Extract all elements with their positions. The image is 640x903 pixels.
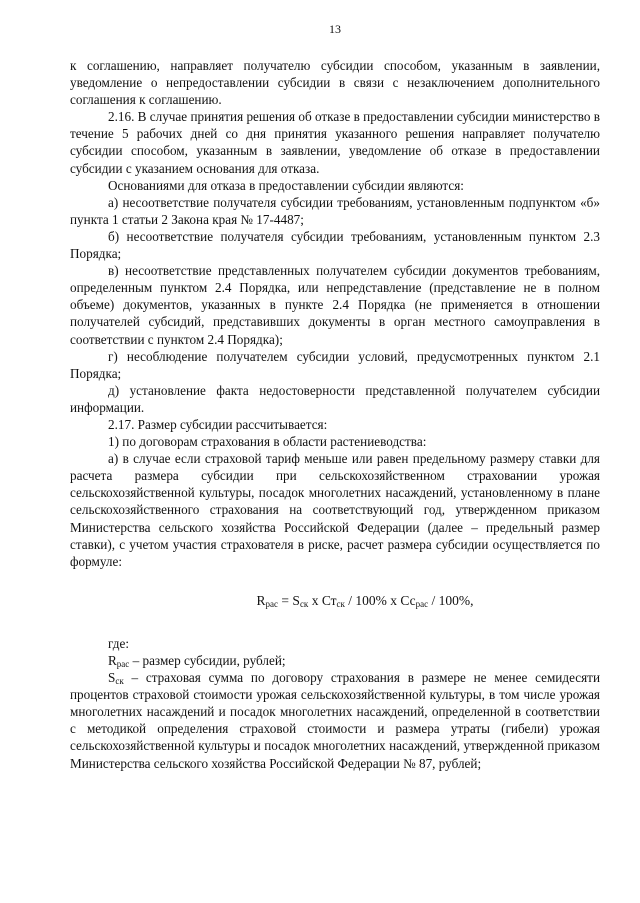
paragraph: а) в случае если страховой тариф меньше или равен предельному размеру ставки для расчета размера субсидии при сельскохозяйственном страховании урожая сельскохозяйственной культуры, посадок многолетних насаждений, установленному в плане сельскохозяйственного страхования на соответствующий год, утвержденном приказом Министерства сельского хозяйства Российской Федерации (далее – предельный размер ставки), с учетом участия страхователя в риске, расчет размера субсидии осуществляется по формуле: [70,451,600,569]
page-number: 13 [329,22,341,36]
definition-rpas: $R_{рас}$ – размер субсидии, рублей; [108,653,286,669]
paragraph: 2.17. Размер субсидии рассчитывается: [108,416,328,432]
subsidy-formula: $R_{рас} = S_{ск}$ х $Ст_{ск} / 100\%$ х $Сс_{рас} / 100\%$, [256,592,474,609]
paragraph: а) несоответствие получателя субсидии требованиям, установленным подпунктом «б» пункта 1 статьи 2 Закона края № 17-4487; [70,194,600,227]
paragraph: д) установление факта недостоверности представленной получателем субсидии информации. [70,382,600,415]
definition-ssk: $S_{ск}$ – страховая сумма по договору страхования в размере не менее семидесяти процентов страховой стоимости урожая сельскохозяйственной культуры, в том числе урожая многолетних насаждений и посадок многолетних насаждений, определенной в соответствии с методикой определения страховой стоимости и размера утраты (гибели) урожая сельскохозяйственной культуры и посадок многолетних насаждений, утвержденной приказом Министерства сельского хозяйства Российской Федерации № 87, рублей; [70,670,600,771]
paragraph: г) несоблюдение получателем субсидии условий, предусмотренных пунктом 2.1 Порядка; [70,348,600,381]
paragraph: б) несоответствие получателя субсидии требованиям, установленным пунктом 2.3 Порядка; [70,228,600,262]
document-body [70,57,600,772]
paragraph: где: [108,635,129,651]
paragraph: к соглашению, направляет получателю субсидии способом, указанным в заявлении, уведомление о непредоставлении субсидии в связи с незаключением дополнительного соглашения к соглашению. [70,58,600,108]
paragraph: в) несоответствие представленных получателем субсидии документов требованиям, определенным пунктом 2.4 Порядка, или непредставление (представление не в полном объеме) документов, указанных в пункте 2.4 Порядка (не применяется в отношении получателей субсидий, представивших документы в орган местного самоуправления в соответствии с пунктом 2.4 Порядка); [70,263,600,347]
paragraph: 2.16. В случае принятия решения об отказе в предоставлении субсидии министерство в течение 5 рабочих дней со дня принятия указанного решения направляет получателю субсидии способом, указанным в заявлении, уведомление об отказе в предоставлении субсидии с указанием основания для отказа. [70,109,600,176]
paragraph: 1) по договорам страхования в области растениеводства: [108,434,427,450]
paragraph: Основаниями для отказа в предоставлении субсидии являются: [108,177,464,193]
